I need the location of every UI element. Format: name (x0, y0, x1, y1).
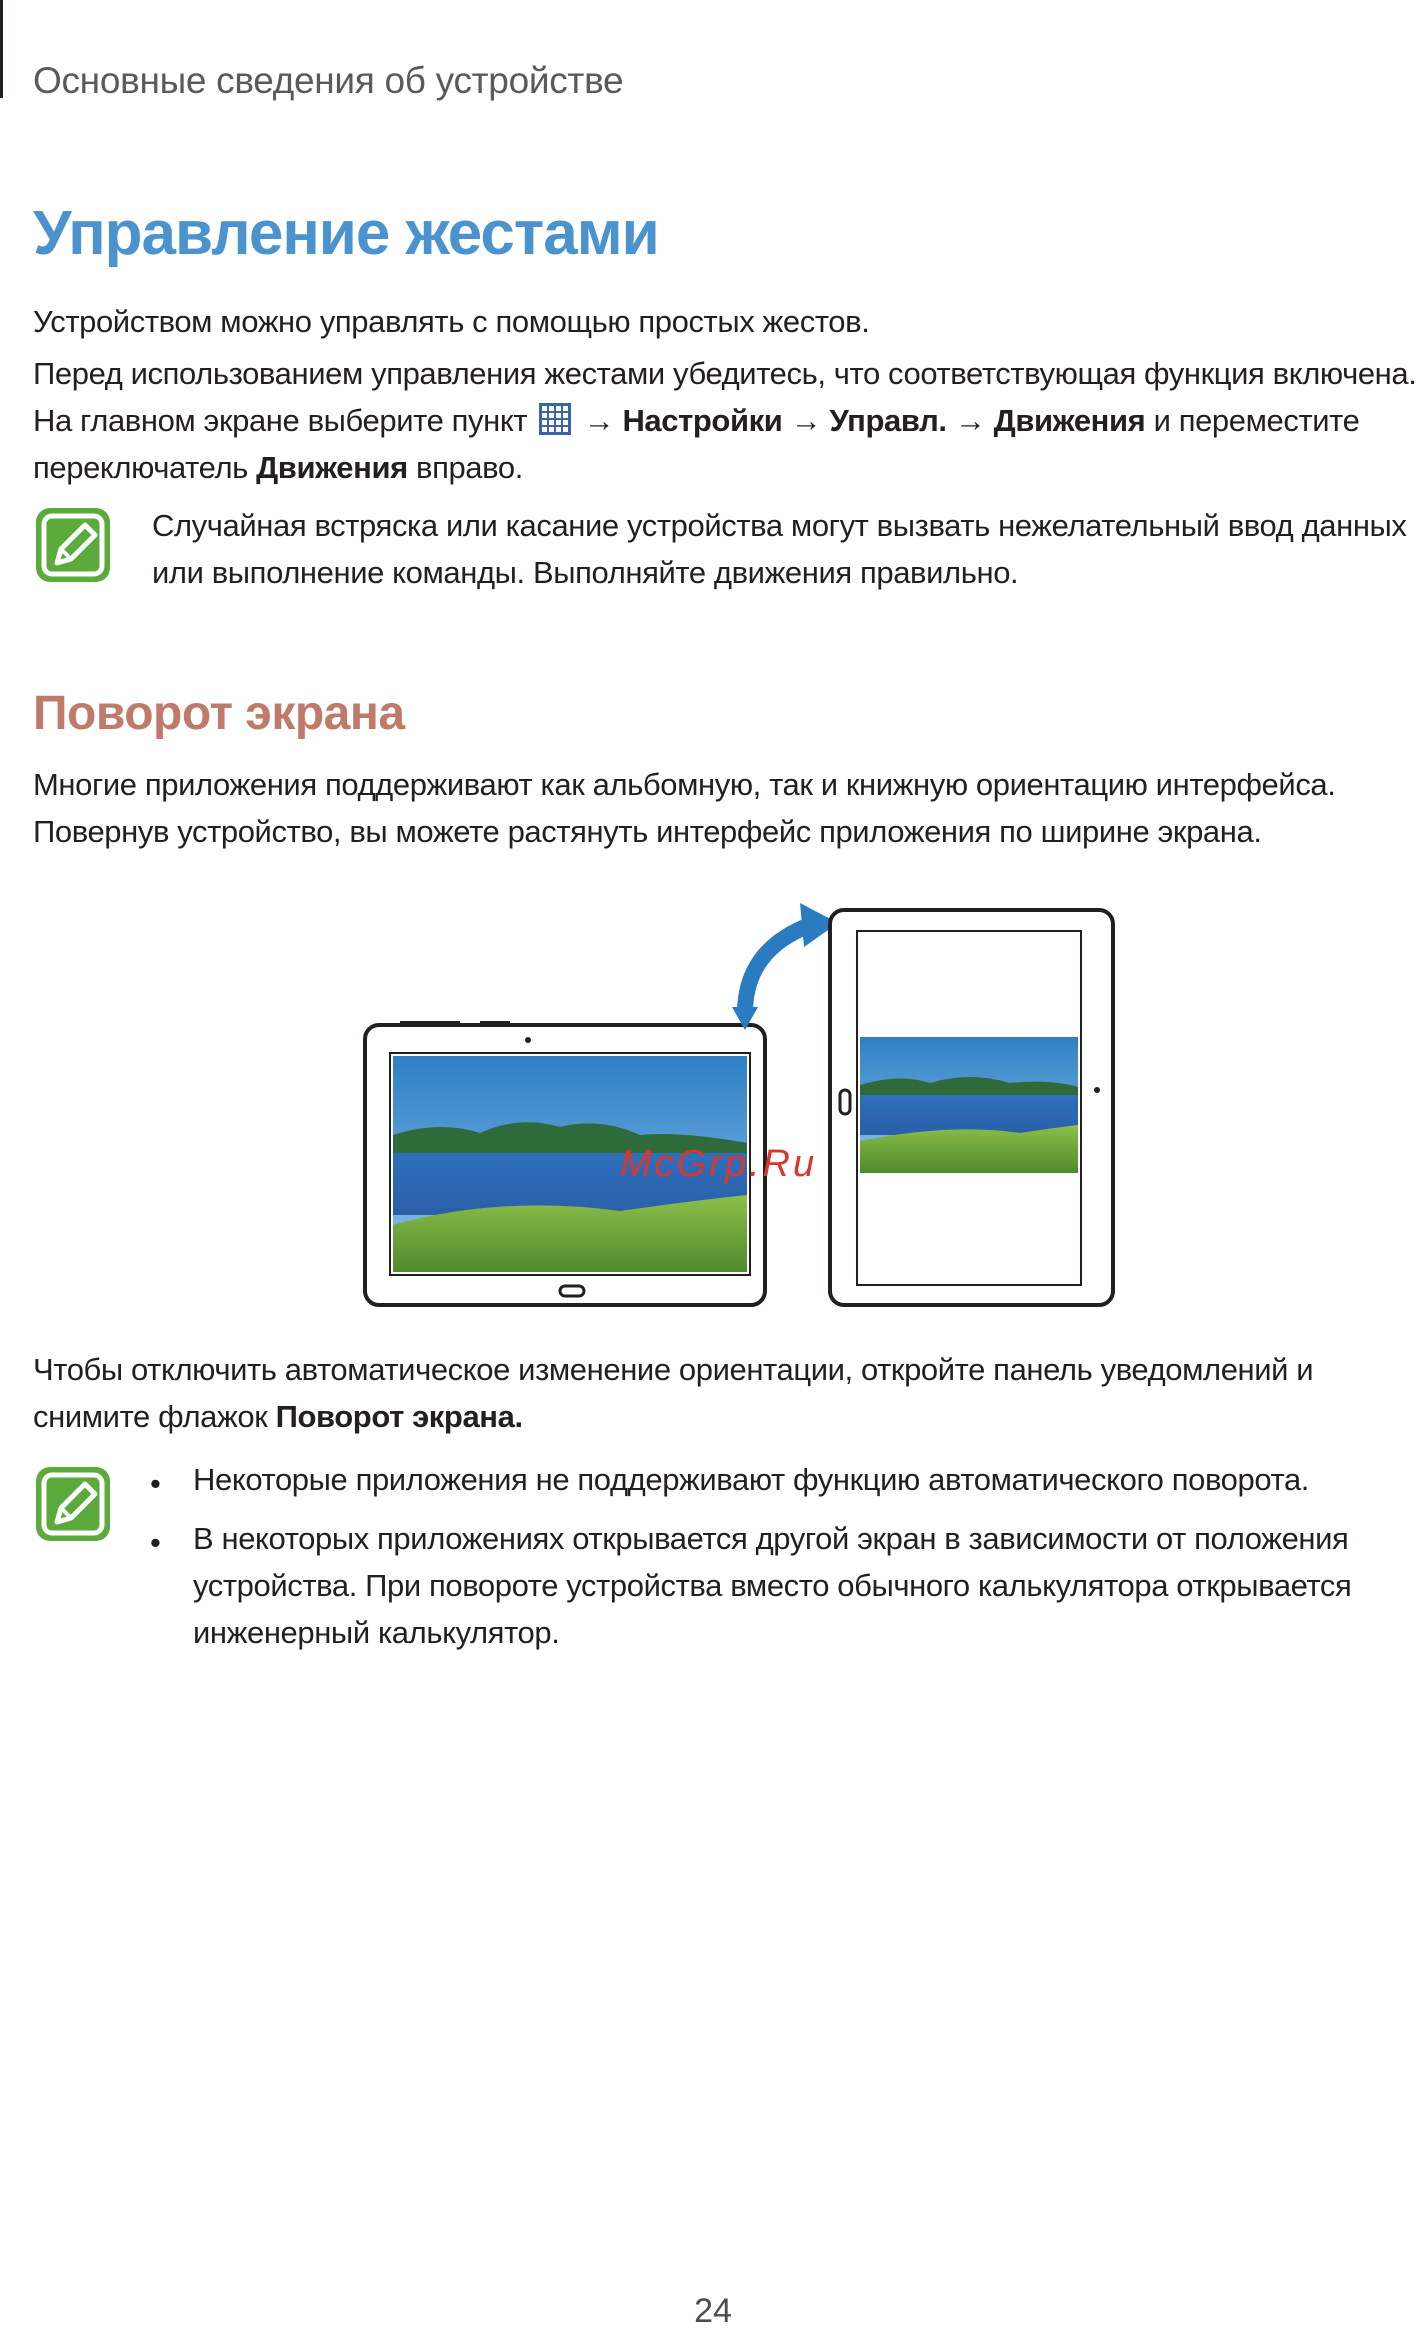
bullet-line: устройства. При повороте устройства вместо обычного калькулятора открывается (193, 1568, 1352, 1603)
arrow-separator: → (954, 403, 986, 438)
arrow-separator: → (790, 403, 822, 438)
tablet-portrait-icon (830, 910, 1113, 1305)
gestures-note (152, 502, 1422, 596)
instruction-suffix: и переместите (1153, 403, 1360, 438)
menu-path-settings: Настройки (622, 403, 783, 438)
note-line: или выполнение команды. Выполняйте движения правильно. (152, 555, 1019, 590)
section-title-rotation: Поворот экрана (33, 687, 405, 740)
rotation-description-line: Повернув устройство, вы можете растянуть интерфейс приложения по ширине экрана. (33, 814, 1262, 849)
disable-rotation-line: Чтобы отключить автоматическое изменение ориентации, откройте панель уведомлений и (33, 1352, 1314, 1387)
menu-path-manage: Управл. (829, 403, 947, 438)
note-pencil-icon (33, 1464, 113, 1544)
note-pencil-icon (33, 505, 113, 585)
gestures-instruction-line-2 (33, 397, 1423, 444)
page-edge-rule (0, 0, 3, 98)
instruction-suffix: вправо. (416, 450, 523, 485)
rotation-note-bullet (193, 1515, 1423, 1656)
bullet-line: Некоторые приложения не поддерживают функцию автоматического поворота. (193, 1462, 1310, 1497)
bullet-dot: • (150, 1525, 161, 1560)
note-line: Случайная встряска или касание устройства могут вызвать нежелательный ввод данных (152, 508, 1407, 543)
disable-rotation-text (33, 1346, 1423, 1440)
gestures-instructions (33, 350, 1423, 491)
section-title-gestures: Управление жестами (33, 199, 659, 268)
watermark: McGrp.Ru (620, 1143, 818, 1185)
disable-rotation-line (33, 1393, 1423, 1440)
section-header: Основные сведения об устройстве (33, 60, 624, 101)
screen-rotation-checkbox-label: Поворот экрана. (275, 1399, 523, 1434)
instruction-prefix: На главном экране выберите пункт (33, 403, 528, 438)
rotation-description-line: Многие приложения поддерживают как альбомную, так и книжную ориентацию интерфейса. (33, 767, 1336, 802)
bullet-dot: • (150, 1466, 161, 1501)
rotate-arrow-icon (732, 903, 838, 1030)
motions-switch-label: Движения (256, 450, 408, 485)
instruction-prefix: переключатель (33, 450, 248, 485)
rotation-description (33, 761, 1423, 855)
arrow-separator: → (583, 403, 615, 438)
bullet-line: инженерный калькулятор. (193, 1615, 560, 1650)
page-number: 24 (694, 2292, 732, 2330)
menu-path-motions: Движения (993, 403, 1146, 438)
apps-grid-icon (538, 402, 572, 436)
gestures-instruction-line-3 (33, 444, 1423, 491)
gestures-instruction-line-1: Перед использованием управления жестами убедитесь, что соответствующая функция включена. (33, 356, 1417, 391)
rotation-illustration (360, 895, 1140, 1315)
bullet-line: В некоторых приложениях открывается другой экран в зависимости от положения (193, 1521, 1349, 1556)
rotation-note-bullet (193, 1456, 1423, 1503)
gestures-intro: Устройством можно управлять с помощью простых жестов. (33, 304, 870, 339)
disable-rotation-prefix: снимите флажок (33, 1399, 268, 1434)
